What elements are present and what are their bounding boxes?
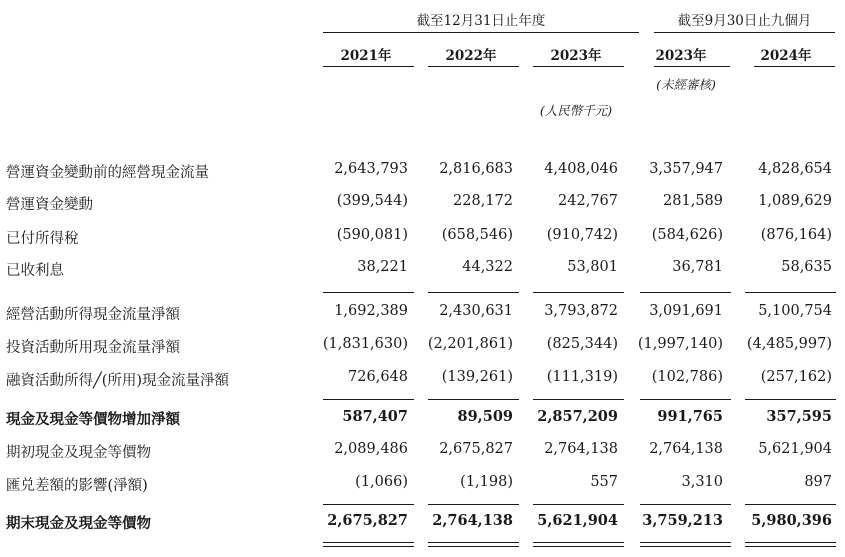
column-header-rule bbox=[428, 66, 519, 67]
value-cell: 2,764,138 bbox=[544, 441, 618, 457]
group-header-nine-months: 截至9月30日止九個月 bbox=[677, 13, 812, 29]
column-header-rule bbox=[654, 66, 730, 67]
row-label-net-investing-cash bbox=[6, 336, 306, 357]
value-cell: (102,786) bbox=[651, 369, 723, 385]
total-top-rule bbox=[745, 504, 836, 505]
subtotal-rule bbox=[428, 399, 519, 400]
row-label-net-financing-cash bbox=[6, 369, 306, 390]
value-cell: 53,801 bbox=[567, 259, 618, 275]
value-cell: (584,626) bbox=[651, 227, 723, 243]
value-cell: (825,344) bbox=[546, 336, 618, 352]
column-header-2023: 2023年 bbox=[550, 48, 602, 64]
subtotal-rule bbox=[640, 399, 731, 400]
subtotal-rule bbox=[640, 292, 731, 293]
value-cell: 36,781 bbox=[672, 259, 723, 275]
value-cell: 3,091,691 bbox=[649, 303, 723, 319]
value-cell: (139,261) bbox=[441, 369, 513, 385]
row-label-net-increase-cash bbox=[6, 408, 306, 429]
total-double-rule bbox=[745, 542, 836, 547]
value-cell: (257,162) bbox=[760, 369, 832, 385]
value-cell: 44,322 bbox=[462, 259, 513, 275]
value-cell: 1,089,629 bbox=[758, 193, 832, 209]
total-top-rule bbox=[323, 504, 414, 505]
value-cell: 3,357,947 bbox=[649, 161, 723, 177]
value-cell: 4,408,046 bbox=[544, 161, 618, 177]
value-cell: 3,310 bbox=[681, 474, 723, 490]
row-label-text: 已付所得稅 bbox=[6, 231, 79, 247]
row-label-text: 期末現金及現金等價物 bbox=[6, 515, 151, 532]
value-cell: (910,742) bbox=[546, 227, 618, 243]
subtotal-rule bbox=[323, 399, 414, 400]
row-label-fx-effect bbox=[6, 474, 306, 495]
value-cell: (590,081) bbox=[336, 227, 408, 243]
value-cell: (4,485,997) bbox=[746, 336, 832, 352]
value-cell: 1,692,389 bbox=[334, 303, 408, 319]
subtotal-rule bbox=[745, 399, 836, 400]
total-top-rule bbox=[533, 504, 624, 505]
total-double-rule bbox=[428, 542, 519, 547]
row-label-text: 投資活動所用現金流量淨額 bbox=[6, 340, 180, 356]
row-label-text: 經營活動所得現金流量淨額 bbox=[6, 307, 180, 323]
value-cell: 726,648 bbox=[348, 369, 408, 385]
row-label-text: 現金及現金等價物增加淨額 bbox=[6, 411, 180, 428]
value-cell: 897 bbox=[804, 474, 832, 490]
value-cell: 2,857,209 bbox=[537, 408, 618, 425]
subtotal-rule bbox=[745, 292, 836, 293]
value-cell: 3,759,213 bbox=[642, 512, 723, 529]
value-cell: (111,319) bbox=[546, 369, 618, 385]
subtotal-rule bbox=[533, 399, 624, 400]
unaudited-note: (未經審核) bbox=[656, 77, 716, 92]
value-cell: 58,635 bbox=[781, 259, 832, 275]
row-label-net-operating-cash bbox=[6, 303, 306, 324]
value-cell: 2,764,138 bbox=[649, 441, 723, 457]
value-cell: 5,100,754 bbox=[758, 303, 832, 319]
value-cell: (399,544) bbox=[336, 193, 408, 209]
value-cell: 281,589 bbox=[663, 193, 723, 209]
subtotal-rule bbox=[323, 292, 414, 293]
value-cell: 5,980,396 bbox=[751, 512, 832, 529]
value-cell: 2,643,793 bbox=[334, 161, 408, 177]
row-label-wc-changes bbox=[6, 193, 306, 214]
value-cell: (1,831,630) bbox=[322, 336, 408, 352]
value-cell: 2,816,683 bbox=[439, 161, 513, 177]
group-header-nine-months-rule bbox=[654, 32, 835, 33]
value-cell: 2,675,827 bbox=[327, 512, 408, 529]
value-cell: (876,164) bbox=[760, 227, 832, 243]
total-double-rule bbox=[640, 542, 731, 547]
row-label-text: 營運資金變動前的經營現金流量 bbox=[6, 165, 209, 181]
column-header-2022: 2022年 bbox=[445, 48, 497, 64]
column-header-2024-9m: 2024年 bbox=[760, 48, 812, 64]
column-header-rule bbox=[754, 66, 835, 67]
value-cell: (1,997,140) bbox=[637, 336, 723, 352]
group-header-fiscal-year: 截至12月31日止年度 bbox=[416, 13, 546, 29]
group-header-fiscal-year-rule bbox=[323, 32, 639, 33]
value-cell: (1,066) bbox=[355, 474, 408, 490]
value-cell: 587,407 bbox=[342, 408, 408, 425]
column-header-rule bbox=[323, 66, 414, 67]
value-cell: 242,767 bbox=[558, 193, 618, 209]
value-cell: 4,828,654 bbox=[758, 161, 832, 177]
column-header-2023-9m: 2023年 bbox=[655, 48, 707, 64]
value-cell: 357,595 bbox=[766, 408, 832, 425]
value-cell: 5,621,904 bbox=[537, 512, 618, 529]
value-cell: 228,172 bbox=[453, 193, 513, 209]
total-top-rule bbox=[640, 504, 731, 505]
column-header-2021: 2021年 bbox=[340, 48, 392, 64]
unit-note: (人民幣千元) bbox=[539, 103, 613, 118]
row-label-cash-beginning bbox=[6, 441, 306, 462]
value-cell: 557 bbox=[590, 474, 618, 490]
value-cell: (2,201,861) bbox=[427, 336, 513, 352]
value-cell: 991,765 bbox=[657, 408, 723, 425]
total-top-rule bbox=[428, 504, 519, 505]
row-label-text: 期初現金及現金等價物 bbox=[6, 445, 151, 461]
value-cell: 89,509 bbox=[457, 408, 513, 425]
total-double-rule bbox=[533, 542, 624, 547]
value-cell: 38,221 bbox=[357, 259, 408, 275]
column-header-rule bbox=[533, 66, 624, 67]
total-double-rule bbox=[323, 542, 414, 547]
value-cell: 2,675,827 bbox=[439, 441, 513, 457]
value-cell: 2,764,138 bbox=[432, 512, 513, 529]
value-cell: (658,546) bbox=[441, 227, 513, 243]
value-cell: 2,089,486 bbox=[334, 441, 408, 457]
subtotal-rule bbox=[428, 292, 519, 293]
value-cell: 3,793,872 bbox=[544, 303, 618, 319]
value-cell: 2,430,631 bbox=[439, 303, 513, 319]
row-label-text: 營運資金變動 bbox=[6, 197, 93, 213]
row-label-interest-received bbox=[6, 259, 306, 280]
value-cell: (1,198) bbox=[460, 474, 513, 490]
value-cell: 5,621,904 bbox=[758, 441, 832, 457]
row-label-text: 已收利息 bbox=[6, 263, 64, 279]
row-label-cash-ending bbox=[6, 512, 306, 533]
row-label-income-tax-paid bbox=[6, 227, 306, 248]
row-label-op-cash-before-wc bbox=[6, 161, 306, 182]
row-label-text: 匯兑差額的影響(淨額) bbox=[6, 478, 148, 494]
row-label-text: 融資活動所得╱(所用)現金流量淨額 bbox=[6, 373, 230, 389]
subtotal-rule bbox=[533, 292, 624, 293]
